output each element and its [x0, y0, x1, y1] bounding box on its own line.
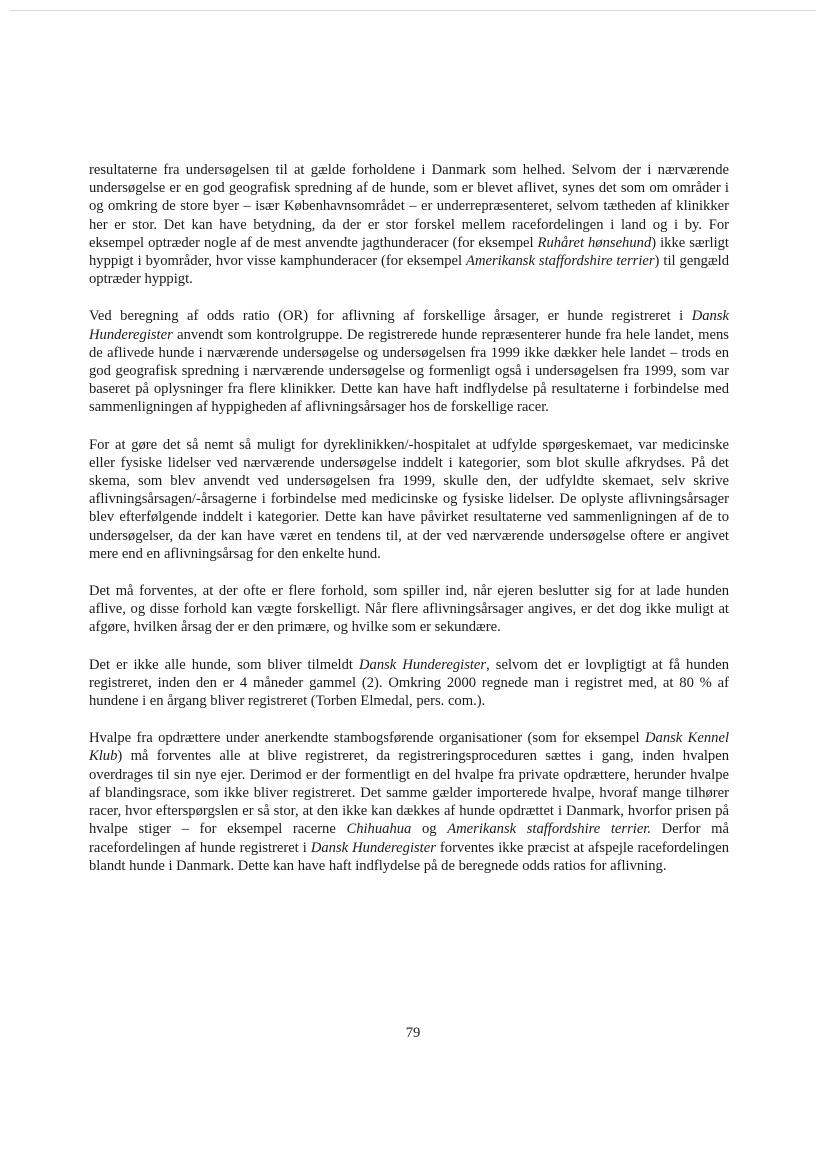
p4-text-1: Det må forventes, at der ofte er flere forhold, som spiller ind, når ejeren beslutter sig for at lade hunden aflive, og disse forhold kan vægte forskelligt. Når flere aflivningsårsager angives, er det dog ikke muligt at afgøre, hvilken årsag der er den primære, og hvilke som er sekundære.: [89, 583, 729, 636]
p5-text-2: , selvom det er lovpligtigt at få hunden registreret, inden den er 4 måneder gammel (2). Omkring 2000 regnede man i registret med, at 80 % af hundene i en årgang bliver registreret (Torben Elmedal, pers. com.).: [89, 656, 730, 710]
paragraph-3: [89, 436, 729, 563]
p2-dansk-hunderegister: Dansk Hunderegister: [89, 308, 729, 343]
p1-breed-ruharet-honsehund: Ruhåret hønsehund: [537, 234, 652, 251]
paragraph-2: [89, 307, 729, 416]
paragraph-5: [89, 656, 729, 711]
p5-dansk-hunderegister: Dansk Hunderegister: [359, 656, 487, 673]
p6-text-2: ) må forventes alle at blive registreret, da registreringsproceduren sættes i gang, inden hvalpen overdrages til sin nye ejer. Derimod er der formentligt en del hvalpe fra private opdrættere, herunder hvalpe af blandingsrace, som ikke bliver registreret. Det samme gælder importerede hvalpe, hvoraf mange tilhører racer, hvor efterspørgslen er så stor, at den ikke kan dækkes af hunde opdrættet i Danmark, hvorfor prisen på hvalpe stiger – for eksempel racerne: [89, 748, 729, 838]
p6-text-3: og: [411, 821, 448, 838]
p1-text-1: resultaterne fra undersøgelsen til at gælde forholdene i Danmark som helhed. Selvom der i nærværende undersøgelse er en god geografisk spredning af de hunde, som er blevet aflivet, synes det som om områder i og omkring de store byer – især Københavnsområdet – er underrepræsenteret, selvom tætheden af klinikker her er stor. Det kan have betydning, da der er stor forskel mellem racefordelingen i land og i by. For eksempel optræder nogle af de mest anvendte jagthunderacer (for eksempel: [89, 162, 729, 251]
p6-text-5: forventes ikke præcist at afspejle racefordelingen blandt hunde i Danmark. Dette kan have haft indflydelse på de beregnede odds ratios for aflivning.: [89, 839, 730, 874]
p6-text-1: Hvalpe fra opdrættere under anerkendte stambogsførende organisationer (som for eksempel: [89, 730, 645, 747]
paragraph-1: [89, 161, 729, 288]
p5-text-1: Det er ikke alle hunde, som bliver tilmeldt: [89, 656, 359, 673]
document-body: [89, 161, 729, 894]
p6-dansk-hunderegister: Dansk Hunderegister: [310, 839, 436, 856]
p6-text-4: Derfor må racefordelingen af hunde registreret i: [89, 821, 729, 856]
p1-text-3: ) til gengæld optræder hyppigt.: [89, 253, 729, 288]
p2-text-1: Ved beregning af odds ratio (OR) for aflivning af forskellige årsager, er hunde registreret i: [89, 308, 692, 325]
page-top-rule: [10, 10, 816, 11]
p6-dansk-kennel-klub: Dansk Kennel Klub: [89, 730, 730, 765]
p2-text-2: anvendt som kontrolgruppe. De registrerede hunde repræsenterer hunde fra hele landet, mens de aflivede hunde i nærværende undersøgelse og undersøgelsen fra 1999 ikke dækker hele landet – trods en god geografisk spredning i nærværende undersøgelse og formenligt også i undersøgelsen fra 1999, som var baseret på oplysninger fra flere klinikker. Dette kan have haft indflydelse på resultaterne i forbindelse med sammenligningen af hyppigheden af aflivningsårsager hos de forskellige racer.: [89, 326, 729, 416]
p3-text-1: For at gøre det så nemt så muligt for dyreklinikken/-hospitalet at udfylde spørgeskemaet, var medicinske eller fysiske lidelser ved nærværende undersøgelse inddelt i kategorier, som blot skulle afkrydses. På det skema, som blev anvendt ved undersøgelsen fra 1999, skulle den, der udfyldte skemaet, selv skrive aflivningsårsagen/-årsagerne i forbindelse med medicinske og fysiske lidelser. De oplyste aflivningsårsager blev efterfølgende inddelt i kategorier. Dette kan have påvirket resultaterne ved sammenligningen af de to undersøgelser, da der kan have været en tendens til, at der ved nærværende undersøgelse oftere er angivet mere end en aflivningsårsag for den enkelte hund.: [89, 436, 729, 562]
p6-breed-amerikansk-staffordshire: Amerikansk staffordshire terrier.: [447, 821, 652, 838]
paragraph-4: [89, 582, 729, 637]
p1-text-2: ) ikke særligt hyppigt i byområder, hvor visse kamphunderacer (for eksempel: [89, 234, 729, 270]
p6-breed-chihuahua: Chihuahua: [346, 821, 412, 838]
paragraph-6: [89, 729, 729, 875]
page-number: 79: [405, 1025, 421, 1041]
p1-breed-amerikansk-staffordshire: Amerikansk staffordshire terrier: [466, 253, 655, 270]
